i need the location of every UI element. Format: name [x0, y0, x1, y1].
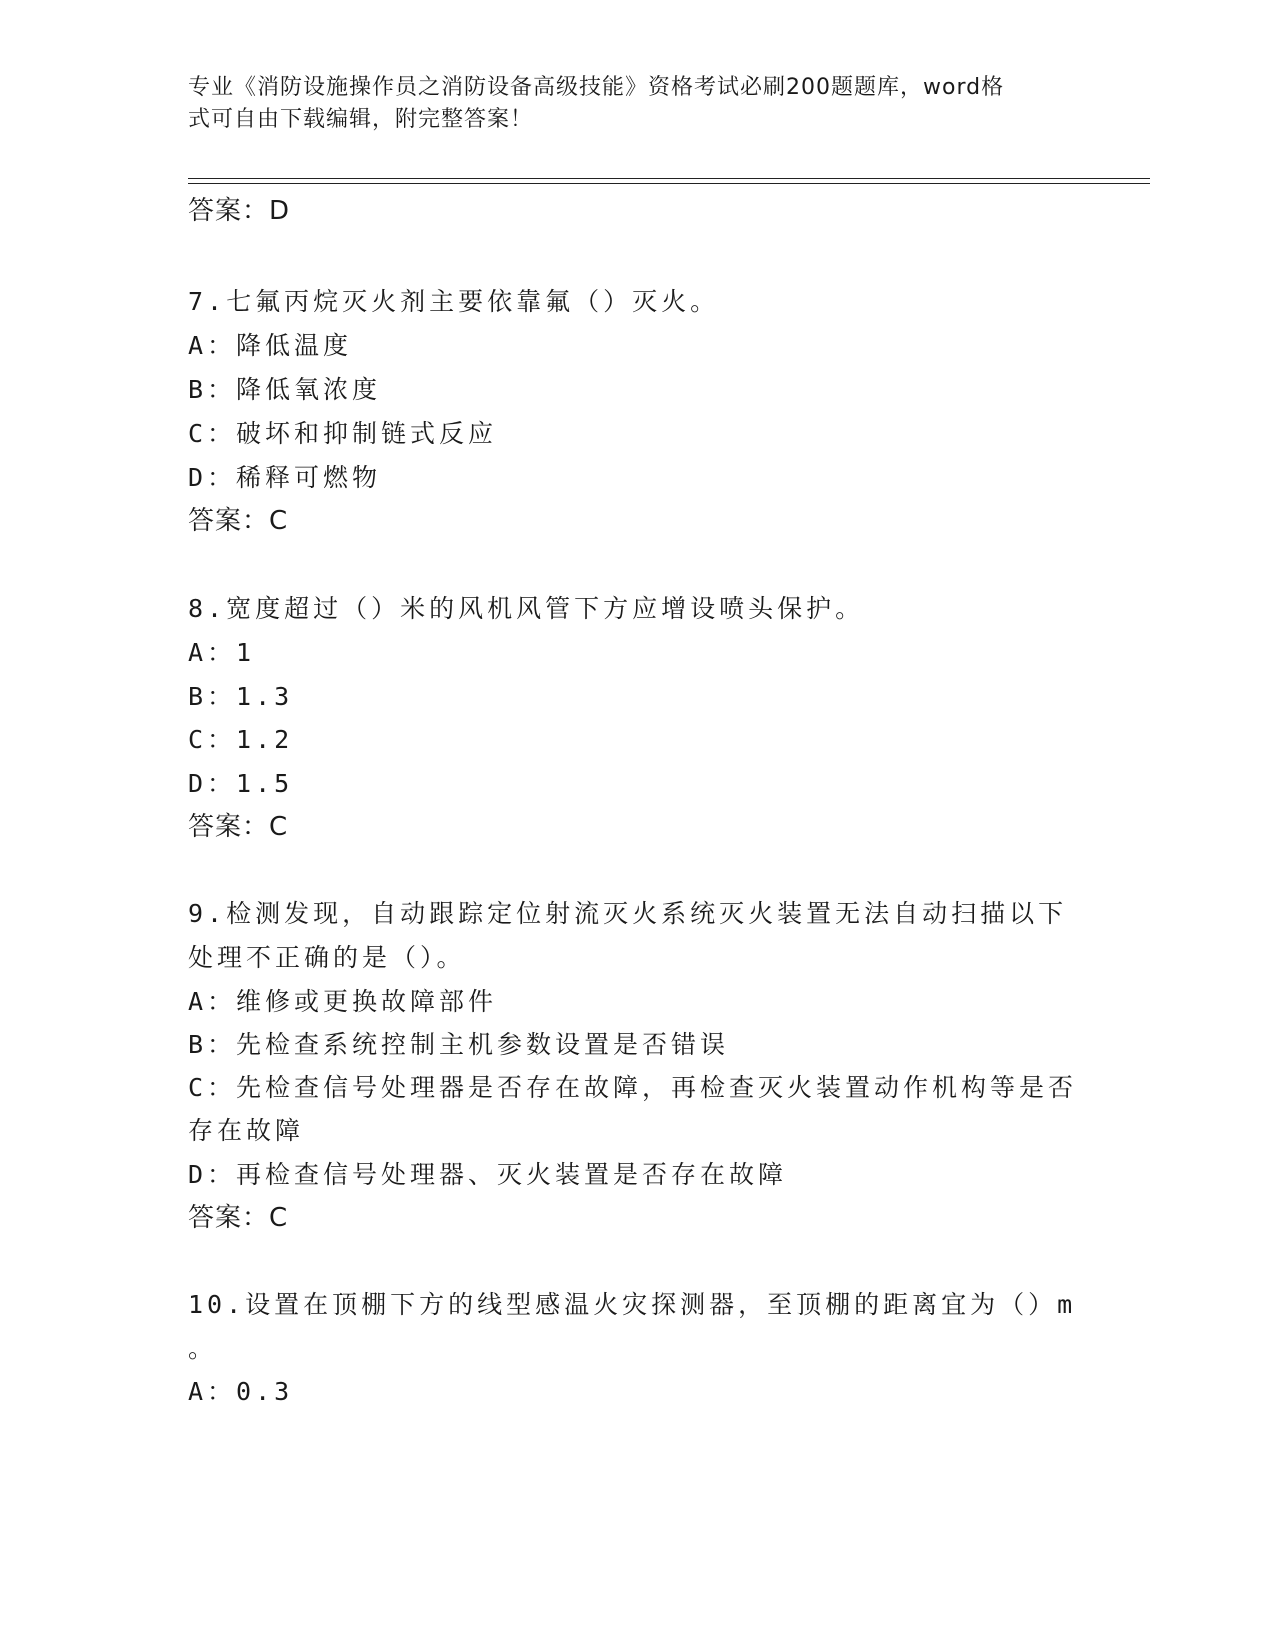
question-8-option-b: B：1.3	[188, 682, 294, 711]
question-9-option-c-line-1: C：先检查信号处理器是否存在故障，再检查灭火装置动作机构等是否	[188, 1073, 1078, 1102]
question-10-option-a: A：0.3	[188, 1377, 294, 1406]
question-9-option-a: A：维修或更换故障部件	[188, 987, 498, 1016]
question-8-option-a: A：1	[188, 638, 256, 667]
question-9-answer: 答案：C	[188, 1203, 289, 1233]
question-7-stem: 7.七氟丙烷灭火剂主要依靠氟（）灭火。	[188, 287, 720, 316]
question-8-answer: 答案：C	[188, 812, 289, 842]
question-7-option-a: A：降低温度	[188, 331, 353, 360]
header-divider-bottom	[188, 183, 1150, 184]
question-9-option-c-line-2: 存在故障	[188, 1116, 305, 1145]
question-10-stem-line-2: 。	[188, 1334, 218, 1363]
question-7-option-d: D：稀释可燃物	[188, 463, 382, 492]
question-7-option-b: B：降低氧浓度	[188, 375, 382, 404]
question-9-stem-line-2: 处理不正确的是（）。	[188, 943, 466, 972]
question-8-stem: 8.宽度超过（）米的风机风管下方应增设喷头保护。	[188, 594, 865, 623]
document-header	[188, 72, 1068, 136]
question-9-stem-line-1: 9.检测发现，自动跟踪定位射流灭火系统灭火装置无法自动扫描以下	[188, 899, 1068, 928]
question-8-option-d: D：1.5	[188, 769, 294, 798]
question-10-stem-line-1: 10.设置在顶棚下方的线型感温火灾探测器，至顶棚的距离宜为（）m	[188, 1290, 1077, 1319]
question-8-option-c: C：1.2	[188, 725, 294, 754]
header-line-1: 专业《消防设施操作员之消防设备高级技能》资格考试必刷200题题库，word格	[188, 75, 1005, 100]
question-9-option-d: D：再检查信号处理器、灭火装置是否存在故障	[188, 1160, 788, 1189]
header-line-2: 式可自由下载编辑，附完整答案！	[188, 107, 534, 132]
answer-previous: 答案：D	[188, 196, 291, 226]
question-7-answer: 答案：C	[188, 506, 289, 536]
header-divider-top	[188, 178, 1150, 179]
question-9-option-b: B：先检查系统控制主机参数设置是否错误	[188, 1030, 730, 1059]
question-7-option-c: C：破坏和抑制链式反应	[188, 419, 498, 448]
